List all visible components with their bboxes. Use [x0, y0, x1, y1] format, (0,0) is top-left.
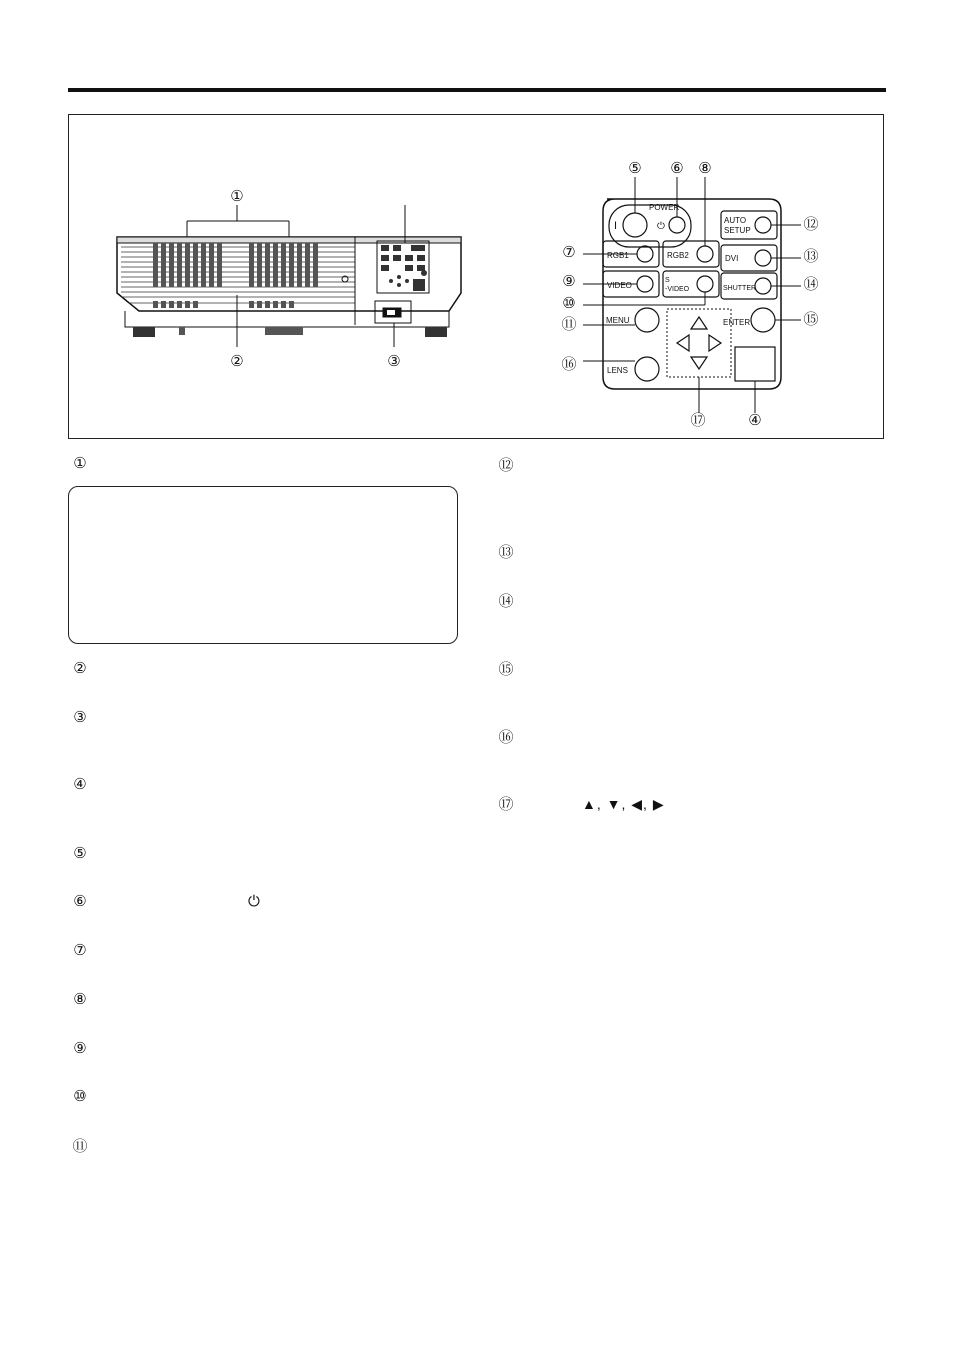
item-8-number: ⑧	[73, 991, 87, 1008]
menu-label: MENU	[606, 316, 630, 325]
setup-label: SETUP	[724, 226, 751, 235]
figure-frame	[68, 114, 884, 439]
callout-3: ③	[387, 353, 401, 370]
power-on-label: I	[614, 220, 618, 232]
shutter-label: SHUTTER	[723, 285, 757, 292]
callout-1: ①	[230, 188, 244, 205]
standby-symbol-icon: ⏻	[248, 893, 260, 910]
auto-label: AUTO	[724, 216, 747, 225]
callout-5: ⑤	[628, 160, 642, 177]
item-14-number: ⑭	[498, 593, 514, 610]
callout-7: ⑦	[562, 244, 576, 261]
item-7-number: ⑦	[73, 942, 87, 959]
item-6-number: ⑥	[73, 893, 87, 910]
callout-14: ⑭	[803, 276, 819, 293]
panel-leaders	[583, 177, 801, 413]
callout-12: ⑫	[803, 216, 819, 233]
item-4-number: ④	[73, 776, 87, 793]
item-10-number: ⑩	[73, 1088, 87, 1105]
callout-15: ⑮	[803, 311, 819, 328]
callout-4: ④	[748, 412, 762, 429]
item-2-number: ②	[73, 660, 87, 677]
callout-10: ⑩	[562, 295, 576, 312]
s-label: S	[665, 277, 670, 284]
item-16-number: ⑯	[498, 729, 514, 746]
item-1-number: ①	[73, 455, 87, 472]
header-rule	[68, 88, 886, 92]
projector-front-view	[117, 237, 461, 337]
video-label: VIDEO	[607, 281, 632, 290]
power-label: POWER	[649, 203, 680, 212]
item-12-number: ⑫	[498, 457, 514, 474]
arrow-symbols-icon: ▲, ▼, ◀, ▶	[582, 796, 665, 812]
item-13-number: ⑬	[498, 544, 514, 561]
dvi-label: DVI	[725, 254, 739, 263]
note-box	[68, 486, 458, 644]
callout-2: ②	[230, 353, 244, 370]
enter-label: ENTER	[723, 318, 751, 327]
callout-17: ⑰	[690, 412, 706, 429]
rgb2-label: RGB2	[667, 251, 689, 260]
svideo-label: -VIDEO	[665, 286, 690, 293]
callout-8: ⑧	[698, 160, 712, 177]
item-5-number: ⑤	[73, 845, 87, 862]
callout-6: ⑥	[670, 160, 684, 177]
item-17-number: ⑰	[498, 796, 514, 813]
standby-label: ⏻	[657, 221, 665, 232]
rgb1-label: RGB1	[607, 251, 629, 260]
callout-11: ⑪	[561, 316, 577, 333]
callout-16: ⑯	[561, 356, 577, 373]
callout-13: ⑬	[803, 248, 819, 265]
item-3-number: ③	[73, 709, 87, 726]
item-9-number: ⑨	[73, 1040, 87, 1057]
item-15-number: ⑮	[498, 661, 514, 678]
callout-9: ⑨	[562, 273, 576, 290]
projector-diagram	[69, 115, 885, 440]
item-11-number: ⑪	[72, 1138, 88, 1155]
lens-label: LENS	[607, 366, 628, 375]
